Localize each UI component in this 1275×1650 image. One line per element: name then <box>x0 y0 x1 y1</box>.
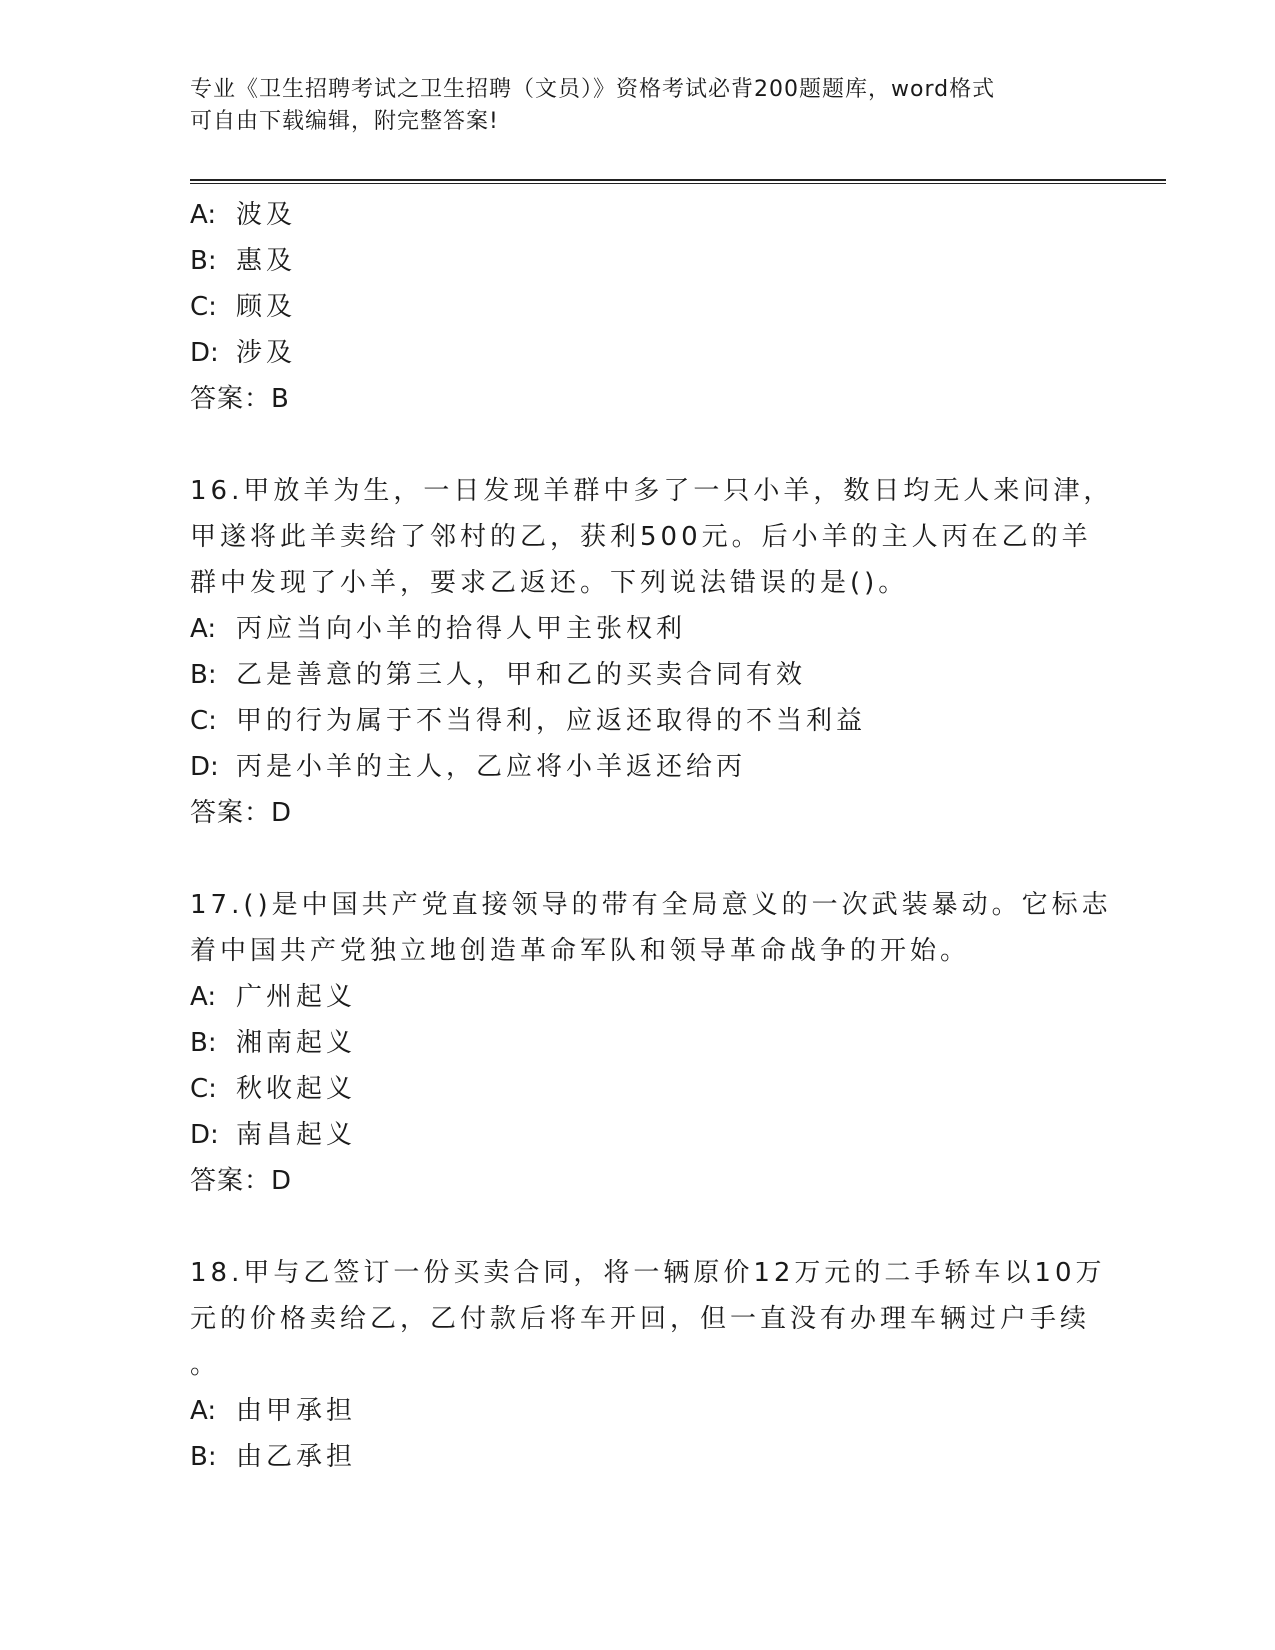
question-text-line: 。 <box>190 1350 221 1380</box>
question-text-line: 16.甲放羊为生，一日发现羊群中多了一只小羊，数日均无人来问津， <box>190 476 1114 506</box>
spacer <box>190 836 1110 882</box>
question-list <box>190 192 1114 1480</box>
option-d <box>190 1112 1110 1158</box>
header-title-line-1: 专业《卫生招聘考试之卫生招聘（文员）》资格考试必背200题题库，word格式 <box>190 77 996 102</box>
question-17 <box>190 882 1110 1204</box>
spacer <box>190 1204 1110 1250</box>
header-divider <box>190 179 1166 184</box>
option-text: 由甲承担 <box>236 1396 357 1426</box>
option-b <box>190 1434 1110 1480</box>
option-letter: B: <box>190 246 217 276</box>
option-text: 波及 <box>236 200 297 230</box>
option-c <box>190 1066 1110 1112</box>
option-c <box>190 698 1110 744</box>
question-text-line: 18.甲与乙签订一份买卖合同，将一辆原价12万元的二手轿车以10万 <box>190 1258 1106 1288</box>
option-a <box>190 1388 1110 1434</box>
question-text-line: 甲遂将此羊卖给了邻村的乙，获利500元。后小羊的主人丙在乙的羊 <box>190 522 1092 552</box>
option-text: 顾及 <box>236 292 297 322</box>
header-title-line-2: 可自由下载编辑，附完整答案! <box>190 109 499 134</box>
option-letter: A: <box>190 614 217 644</box>
option-a <box>190 974 1110 1020</box>
option-letter: C: <box>190 706 217 736</box>
option-letter: D: <box>190 338 219 368</box>
option-text: 乙是善意的第三人，甲和乙的买卖合同有效 <box>236 660 807 690</box>
question-text-line: 着中国共产党独立地创造革命军队和领导革命战争的开始。 <box>190 936 971 966</box>
option-letter: D: <box>190 752 219 782</box>
option-text: 由乙承担 <box>236 1442 357 1472</box>
option-letter: C: <box>190 292 217 322</box>
option-d <box>190 330 1110 376</box>
option-text: 涉及 <box>236 338 297 368</box>
answer-line: 答案：D <box>190 798 293 828</box>
option-a <box>190 192 1110 238</box>
option-letter: B: <box>190 660 217 690</box>
question-15 <box>190 192 1110 422</box>
option-text: 广州起义 <box>236 982 357 1012</box>
option-text: 南昌起义 <box>236 1120 357 1150</box>
option-letter: B: <box>190 1028 217 1058</box>
document-header <box>190 74 1090 138</box>
answer-line: 答案：D <box>190 1166 293 1196</box>
question-text-line: 17.()是中国共产党直接领导的带有全局意义的一次武装暴动。它标志 <box>190 890 1112 920</box>
answer-line: 答案：B <box>190 384 290 414</box>
option-text: 湘南起义 <box>236 1028 357 1058</box>
question-16 <box>190 468 1114 836</box>
option-b <box>190 238 1110 284</box>
option-d <box>190 744 1110 790</box>
option-text: 丙应当向小羊的拾得人甲主张权利 <box>236 614 687 644</box>
option-letter: A: <box>190 200 217 230</box>
question-18 <box>190 1250 1110 1480</box>
option-b <box>190 1020 1110 1066</box>
option-letter: B: <box>190 1442 217 1472</box>
option-letter: D: <box>190 1120 219 1150</box>
spacer <box>190 422 1110 468</box>
option-text: 惠及 <box>236 246 297 276</box>
option-text: 秋收起义 <box>236 1074 357 1104</box>
option-text: 甲的行为属于不当得利，应返还取得的不当利益 <box>236 706 867 736</box>
option-letter: A: <box>190 1396 217 1426</box>
option-a <box>190 606 1110 652</box>
option-letter: A: <box>190 982 217 1012</box>
option-c <box>190 284 1110 330</box>
question-text-line: 元的价格卖给乙，乙付款后将车开回，但一直没有办理车辆过户手续 <box>190 1304 1091 1334</box>
option-text: 丙是小羊的主人，乙应将小羊返还给丙 <box>236 752 747 782</box>
question-text-line: 群中发现了小羊，要求乙返还。下列说法错误的是()。 <box>190 568 909 598</box>
option-b <box>190 652 1110 698</box>
option-letter: C: <box>190 1074 217 1104</box>
